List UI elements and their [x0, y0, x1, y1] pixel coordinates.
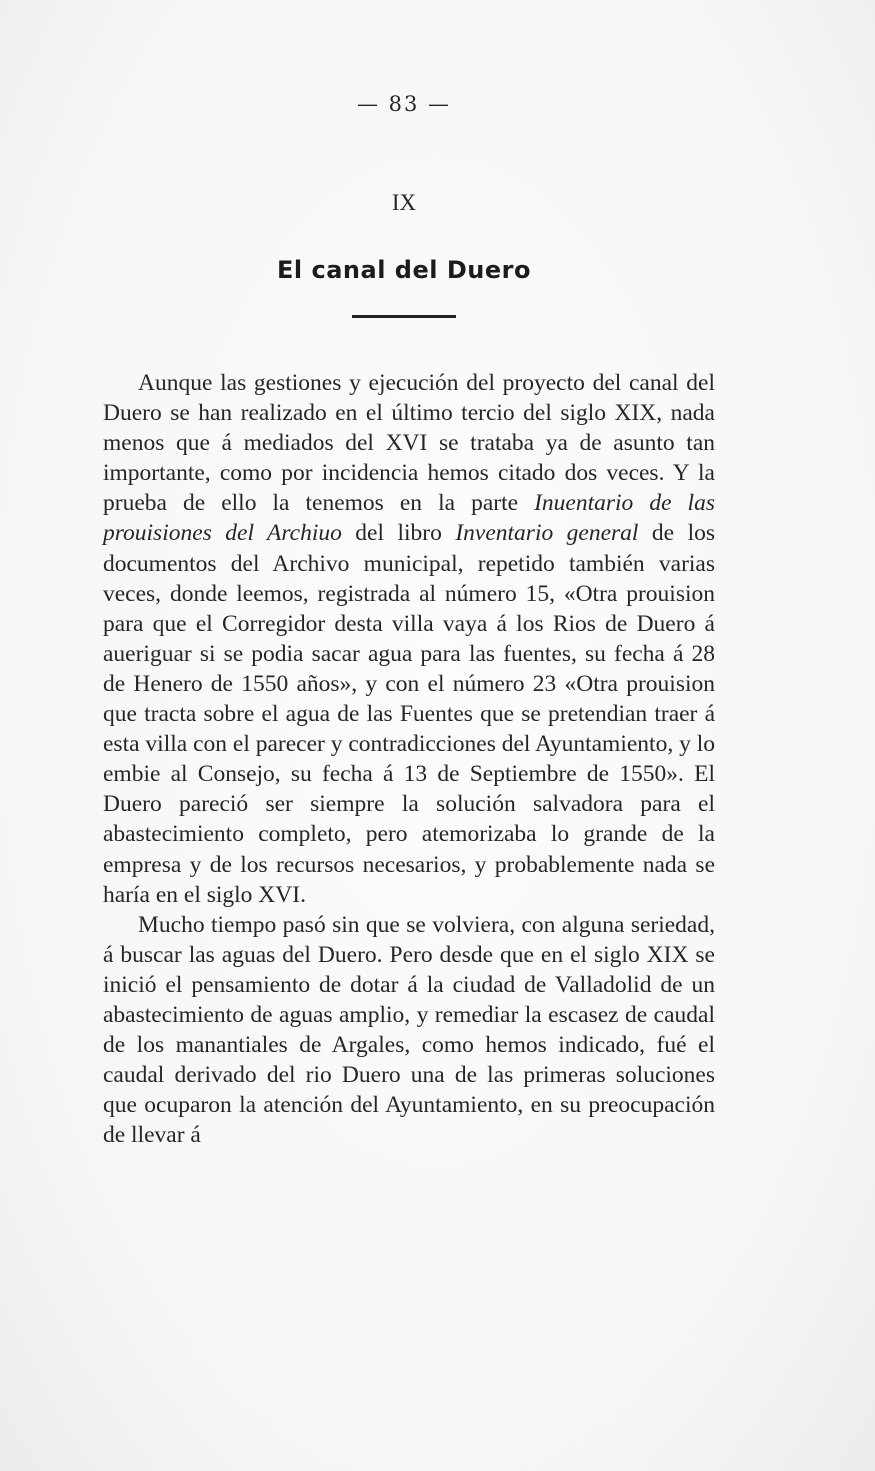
- page-number: — 83 —: [356, 92, 452, 116]
- chapter-title: El canal del Duero: [277, 256, 531, 284]
- paragraph-1-italic-title-2: Inventario general: [455, 520, 639, 547]
- paragraph-1: [103, 368, 715, 910]
- chapter-number: IX: [391, 190, 417, 215]
- paragraph-1-text-c: de los documentos del Archivo municipal, repetido también varias veces, donde leemos, registrada al número 15, «Otra prouision para que el Corregidor desta villa vaya á los Rios de Duero á aueriguar si se podia sacar agua para las fuentes, su fecha á 28 de Henero de 1550 años», y con el número 23 «Otra prouision que tracta sobre el agua de las Fuentes que se pretendian traer á esta villa con el parecer y contradicciones del Ayuntamiento, y lo embie al Consejo, su fecha á 13 de Septiembre de 1550». El Duero pareció ser siempre la solución salvadora para el abastecimiento completo, pero atemorizaba lo grande de la empresa y de los recursos necesarios, y probablemente nada se haría en el siglo XVI.: [103, 520, 715, 908]
- paragraph-2: Mucho tiempo pasó sin que se volviera, con alguna seriedad, á buscar las aguas del Duero. Pero desde que en el siglo XIX se inició el pensamiento de dotar á la ciudad de Valladolid de un abastecimiento de aguas amplio, y remediar la escasez de caudal de los manantiales de Argales, como hemos indicado, fué el caudal derivado del rio Duero una de las primeras soluciones que ocuparon la atención del Ayuntamiento, en su preocupación de llevar á: [103, 911, 715, 1149]
- paragraph-1-text-b: del libro: [341, 520, 456, 547]
- paragraph-1-italic-title-1: Inuentario de las prouisiones del Archiuo: [103, 490, 715, 547]
- title-rule: [352, 315, 456, 318]
- paragraph-1-text-a: Aunque las gestiones y ejecución del proyecto del canal del Duero se han realizado en el último tercio del siglo XIX, nada menos que á mediados del XVI se trataba ya de asunto tan importante, como por incidencia hemos citado dos veces. Y la prueba de ello la tenemos en la parte: [103, 370, 715, 517]
- body-text: [103, 368, 715, 1150]
